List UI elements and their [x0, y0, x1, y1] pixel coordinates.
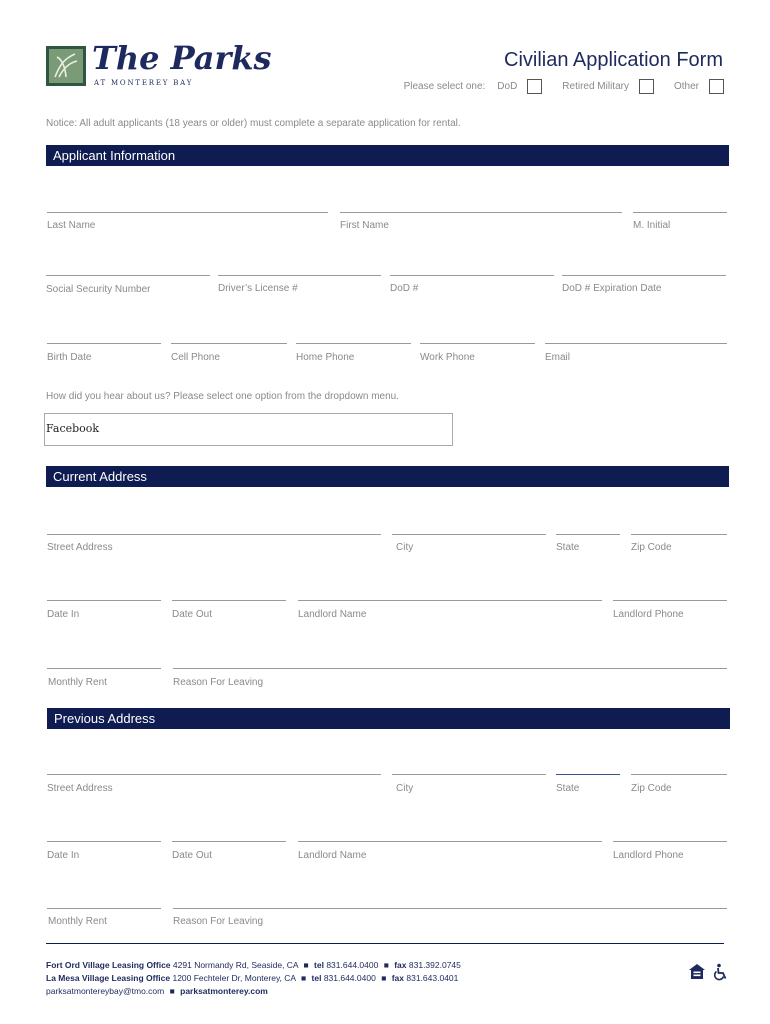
previous-city-label: City [396, 783, 414, 794]
previous-date-out-label: Date Out [172, 850, 213, 861]
office-1-fax: 831.392.0745 [408, 960, 461, 970]
previous-monthly-rent-label: Monthly Rent [48, 916, 107, 927]
bullet-separator: ■ [383, 960, 389, 970]
current-street-label: Street Address [47, 542, 113, 553]
previous-landlord-name-field[interactable] [298, 841, 602, 842]
accessibility-icon [712, 963, 730, 981]
drivers-license-label: Driver’s License # [218, 283, 298, 294]
dod-expiration-label: DoD # Expiration Date [562, 283, 662, 294]
current-date-in-label: Date In [47, 609, 80, 620]
previous-state-label: State [556, 783, 580, 794]
current-state-label: State [556, 542, 580, 553]
bullet-separator: ■ [169, 986, 175, 996]
footer-office-1 [46, 960, 461, 970]
referral-dropdown[interactable] [44, 413, 453, 446]
birth-date-label: Birth Date [47, 352, 92, 363]
middle-initial-field[interactable] [633, 212, 727, 213]
footer-divider [46, 943, 724, 944]
logo-subtitle: AT MONTEREY BAY [94, 79, 194, 87]
previous-state-field[interactable] [556, 774, 620, 775]
footer-email-link[interactable]: parksatmontereybay@tmo.com [46, 986, 165, 996]
office-2-fax-label: fax [391, 973, 404, 983]
middle-initial-label: M. Initial [633, 220, 671, 231]
work-phone-label: Work Phone [420, 352, 475, 363]
section-previous-address: Previous Address [47, 708, 730, 729]
dod-number-label: DoD # [390, 283, 419, 294]
select-prompt: Please select one: [403, 81, 486, 92]
current-monthly-rent-field[interactable] [47, 668, 161, 669]
cell-phone-label: Cell Phone [171, 352, 220, 363]
previous-monthly-rent-field[interactable] [47, 908, 161, 909]
work-phone-field[interactable] [420, 343, 535, 344]
current-landlord-name-field[interactable] [298, 600, 602, 601]
logo-name: The Parks [92, 39, 272, 77]
previous-zip-label: Zip Code [631, 783, 672, 794]
previous-reason-field[interactable] [173, 908, 727, 909]
option-retired-military-checkbox[interactable] [639, 79, 654, 94]
current-landlord-phone-label: Landlord Phone [613, 609, 684, 620]
current-zip-label: Zip Code [631, 542, 672, 553]
option-other-label: Other [673, 81, 699, 92]
home-phone-field[interactable] [296, 343, 411, 344]
applicant-type-selector [404, 79, 724, 94]
previous-date-in-field[interactable] [47, 841, 161, 842]
option-dod-label: DoD [497, 81, 518, 92]
footer-contact [46, 986, 268, 996]
referral-dropdown-value: Facebook [46, 422, 100, 435]
current-date-out-field[interactable] [172, 600, 286, 601]
notice-text: Notice: All adult applicants (18 years or older) must complete a separate application for rental. [46, 118, 461, 129]
current-reason-label: Reason For Leaving [173, 677, 264, 688]
previous-street-label: Street Address [47, 783, 113, 794]
office-1-tel: 831.644.0400 [326, 960, 379, 970]
cell-phone-field[interactable] [171, 343, 287, 344]
footer-website-link[interactable]: parksatmonterey.com [180, 986, 268, 996]
current-reason-field[interactable] [173, 668, 727, 669]
current-landlord-name-label: Landlord Name [298, 609, 367, 620]
footer-icons [688, 963, 730, 981]
form-title: Civilian Application Form [504, 49, 723, 71]
office-1-fax-label: fax [394, 960, 407, 970]
current-city-label: City [396, 542, 414, 553]
office-1-tel-label: tel [314, 960, 324, 970]
current-monthly-rent-label: Monthly Rent [48, 677, 107, 688]
first-name-field[interactable] [340, 212, 622, 213]
office-1-name: Fort Ord Village Leasing Office [46, 960, 171, 970]
bullet-separator: ■ [381, 973, 387, 983]
last-name-field[interactable] [47, 212, 328, 213]
logo-mark [46, 46, 86, 86]
section-current-address: Current Address [46, 466, 729, 487]
home-phone-label: Home Phone [296, 352, 355, 363]
footer-office-2 [46, 973, 458, 983]
option-other-checkbox[interactable] [709, 79, 724, 94]
current-street-field[interactable] [47, 534, 381, 535]
office-2-name: La Mesa Village Leasing Office [46, 973, 171, 983]
email-label: Email [545, 352, 571, 363]
current-date-out-label: Date Out [172, 609, 213, 620]
office-2-address: 1200 Fechteler Dr, Monterey, CA [172, 973, 296, 983]
previous-landlord-name-label: Landlord Name [298, 850, 367, 861]
current-city-field[interactable] [392, 534, 546, 535]
current-state-field[interactable] [556, 534, 620, 535]
current-landlord-phone-field[interactable] [613, 600, 727, 601]
last-name-label: Last Name [47, 220, 96, 231]
first-name-label: First Name [340, 220, 389, 231]
previous-landlord-phone-label: Landlord Phone [613, 850, 684, 861]
previous-city-field[interactable] [392, 774, 546, 775]
option-retired-military-label: Retired Military [562, 81, 629, 92]
bullet-separator: ■ [301, 973, 307, 983]
birth-date-field[interactable] [47, 343, 161, 344]
office-2-fax: 831.643.0401 [406, 973, 459, 983]
previous-date-in-label: Date In [47, 850, 80, 861]
previous-date-out-field[interactable] [172, 841, 286, 842]
previous-reason-label: Reason For Leaving [173, 916, 264, 927]
office-2-tel: 831.644.0400 [323, 973, 376, 983]
ssn-field[interactable] [46, 275, 210, 276]
current-date-in-field[interactable] [47, 600, 161, 601]
previous-street-field[interactable] [47, 774, 381, 775]
drivers-license-field[interactable] [218, 275, 381, 276]
previous-zip-field[interactable] [631, 774, 727, 775]
office-1-address: 4291 Normandy Rd, Seaside, CA [172, 960, 299, 970]
ssn-label: Social Security Number [46, 284, 151, 295]
current-zip-field[interactable] [631, 534, 727, 535]
equal-housing-icon [688, 963, 706, 981]
previous-landlord-phone-field[interactable] [613, 841, 727, 842]
email-field[interactable] [545, 343, 727, 344]
dod-expiration-field[interactable] [562, 275, 726, 276]
option-dod-checkbox[interactable] [527, 79, 542, 94]
referral-question: How did you hear about us? Please select one option from the dropdown menu. [46, 391, 399, 402]
bullet-separator: ■ [303, 960, 309, 970]
office-2-tel-label: tel [311, 973, 322, 983]
section-applicant-information: Applicant Information [46, 145, 729, 166]
dod-number-field[interactable] [390, 275, 554, 276]
